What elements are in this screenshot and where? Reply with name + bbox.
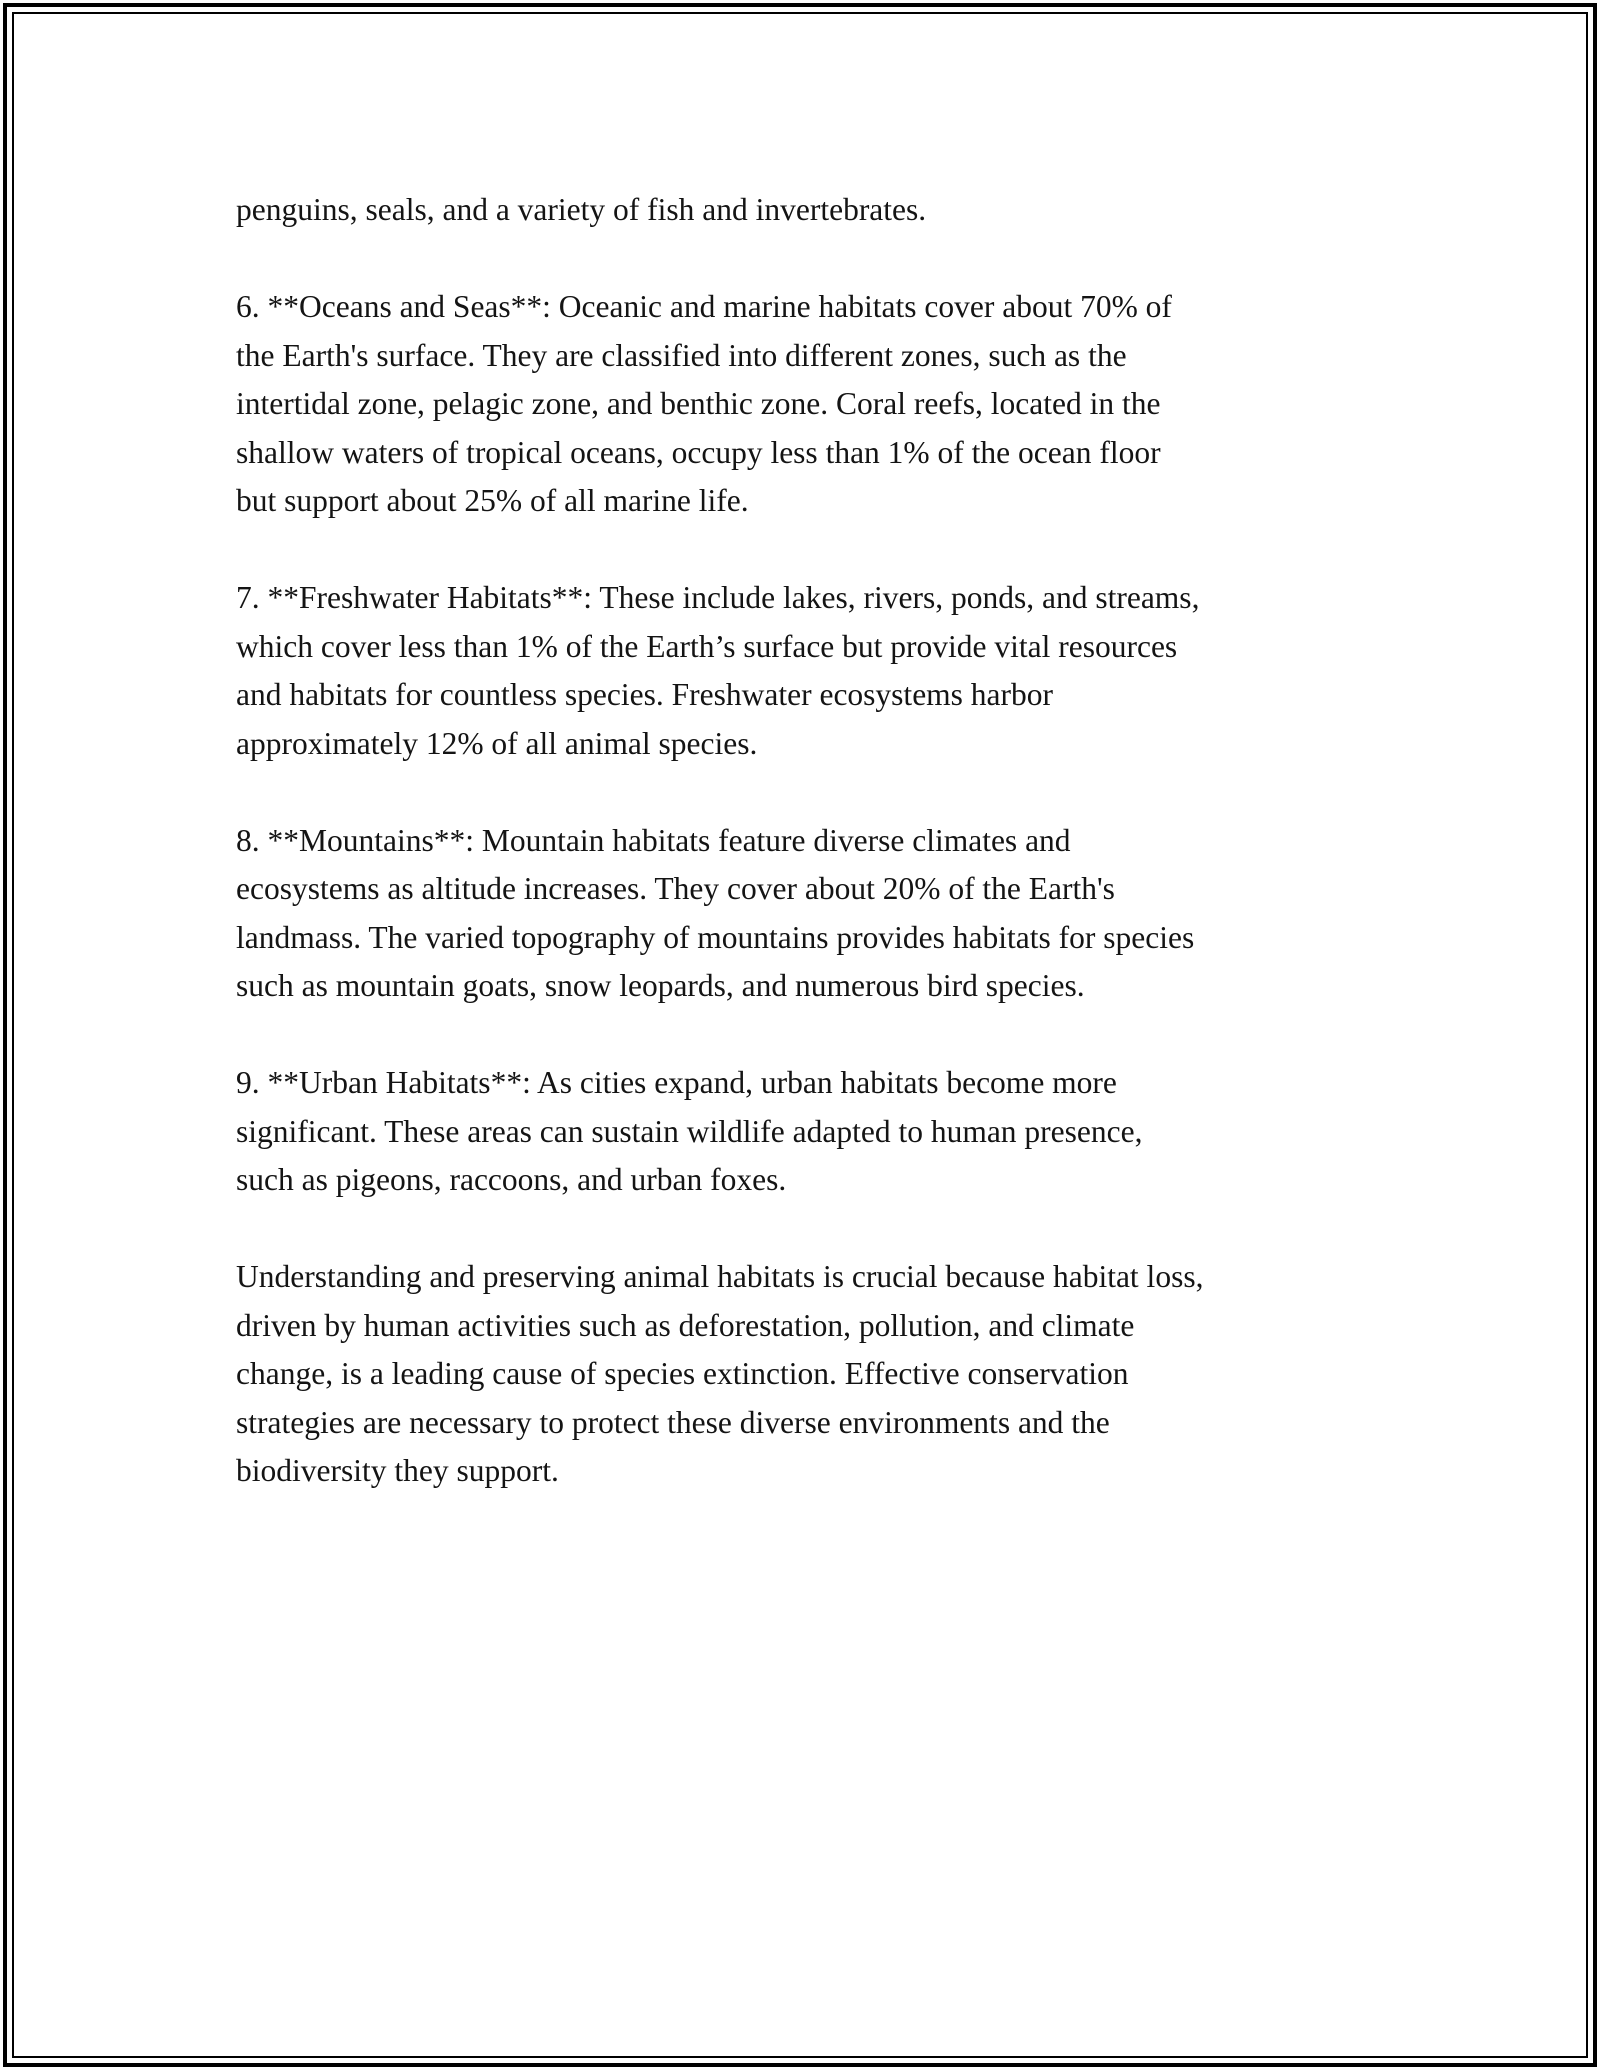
paragraph-freshwater-habitats — [236, 574, 1386, 768]
text-line: change, is a leading cause of species extinction. Effective conservation — [236, 1356, 1129, 1391]
text-line: penguins, seals, and a variety of fish and invertebrates. — [236, 192, 927, 227]
paragraph-continuation — [236, 186, 1386, 235]
text-line: such as pigeons, raccoons, and urban foxes. — [236, 1162, 787, 1197]
text-line: such as mountain goats, snow leopards, and numerous bird species. — [236, 968, 1085, 1003]
text-line: Understanding and preserving animal habitats is crucial because habitat loss, — [236, 1259, 1204, 1294]
paragraph-mountains — [236, 817, 1386, 1011]
text-line: and habitats for countless species. Freshwater ecosystems harbor — [236, 677, 1054, 712]
text-line: significant. These areas can sustain wildlife adapted to human presence, — [236, 1113, 1143, 1149]
document-body — [236, 186, 1386, 1496]
text-line: 9. **Urban Habitats**: As cities expand, urban habitats become more — [236, 1065, 1117, 1100]
text-line: driven by human activities such as deforestation, pollution, and climate — [236, 1307, 1135, 1343]
text-line: 6. **Oceans and Seas**: Oceanic and marine habitats cover about 70% of — [236, 289, 1172, 324]
text-line: approximately 12% of all animal species. — [236, 725, 758, 761]
text-line: intertidal zone, pelagic zone, and benthic zone. Coral reefs, located in the — [236, 386, 1161, 421]
text-line: shallow waters of tropical oceans, occupy less than 1% of the ocean floor — [236, 434, 1161, 470]
text-line: but support about 25% of all marine life. — [236, 483, 749, 518]
text-line: the Earth's surface. They are classified into different zones, such as the — [236, 337, 1127, 373]
text-line: 8. **Mountains**: Mountain habitats feature diverse climates and — [236, 822, 1071, 858]
text-line: 7. **Freshwater Habitats**: These include lakes, rivers, ponds, and streams, — [236, 580, 1200, 615]
text-line: landmass. The varied topography of mountains provides habitats for species — [236, 919, 1195, 955]
text-line: ecosystems as altitude increases. They cover about 20% of the Earth's — [236, 871, 1115, 906]
text-line: which cover less than 1% of the Earth’s surface but provide vital resources — [236, 628, 1178, 664]
paragraph-conclusion — [236, 1253, 1386, 1496]
text-line: strategies are necessary to protect these diverse environments and the — [236, 1404, 1110, 1440]
text-line: biodiversity they support. — [236, 1453, 559, 1488]
paragraph-oceans-and-seas — [236, 283, 1386, 526]
paragraph-urban-habitats — [236, 1059, 1386, 1205]
